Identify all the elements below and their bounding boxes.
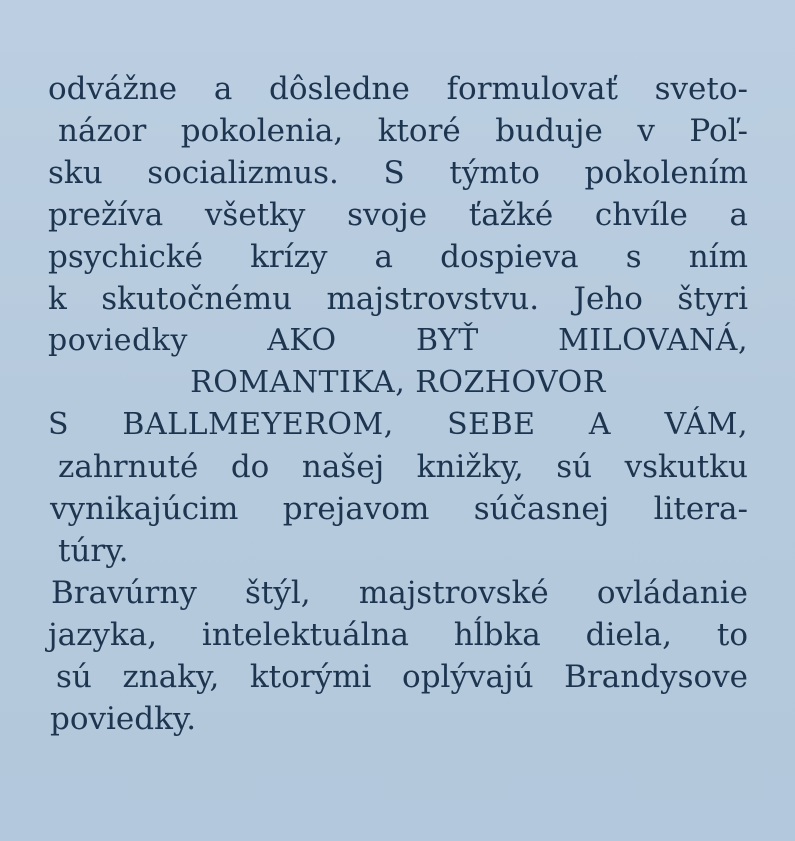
text-line-8: ROMANTIKA, ROZHOVOR <box>190 365 606 400</box>
text-line-5: psychické krízy a dospieva s ním <box>48 239 748 275</box>
text-line-9: S BALLMEYEROM, SEBE A VÁM, <box>48 407 748 442</box>
text-line-1: odvážne a dôsledne formulovať sveto- <box>48 71 748 107</box>
text-line-6: k skutočnému majstrovstvu. Jeho štyri <box>48 281 748 317</box>
text-line-15: sú znaky, ktorými oplývajú Brandysove <box>56 659 748 695</box>
body-text <box>48 68 748 740</box>
text-line-11: vynikajúcim prejavom súčasnej litera- <box>50 491 748 527</box>
text-line-4: prežíva všetky svoje ťažké chvíle a <box>48 197 748 233</box>
text-line-2: názor pokolenia, ktoré buduje v Poľ- <box>58 113 748 149</box>
text-line-16: poviedky. <box>50 701 197 737</box>
text-line-13: Bravúrny štýl, majstrovské ovládanie <box>51 575 748 611</box>
text-line-10: zahrnuté do našej knižky, sú vskutku <box>58 449 748 485</box>
text-line-3: sku socializmus. S týmto pokolením <box>48 155 748 191</box>
text-line-12: túry. <box>58 533 129 569</box>
text-line-7: poviedky AKO BYŤ MILOVANÁ, <box>48 323 748 358</box>
text-line-14: jazyka, intelektuálna hĺbka diela, to <box>48 617 748 653</box>
